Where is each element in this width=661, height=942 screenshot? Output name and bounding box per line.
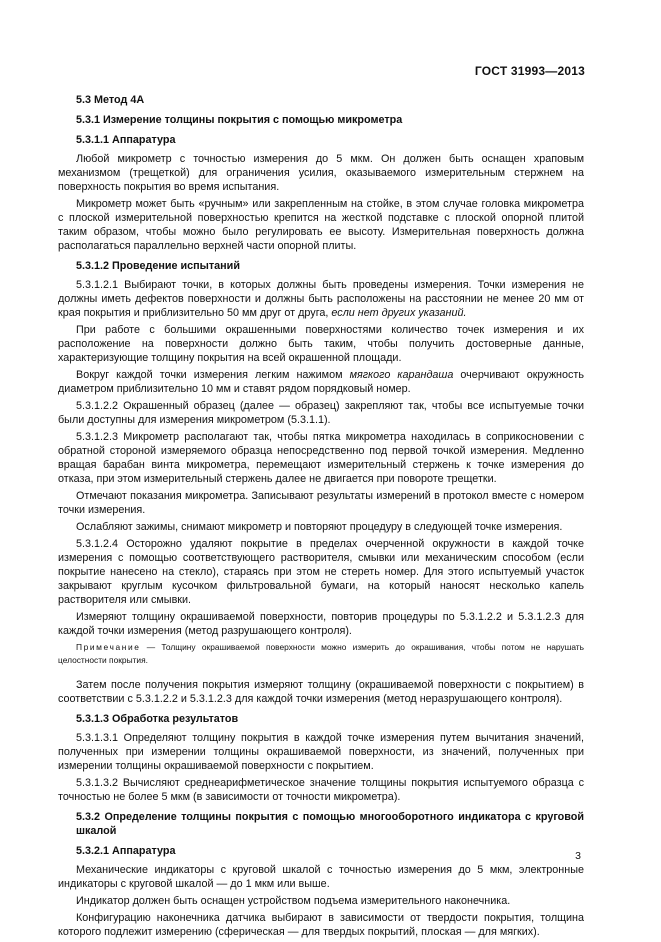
note-label: Примечание [76,642,141,652]
document-body [58,93,584,942]
paragraph-text: Вокруг каждой точки измерения легким нажимом [76,369,350,381]
paragraph-text: 5.3.1.2.1 Выбирают точки, в которых должны быть проведены измерения. Точки измерения не должны иметь дефектов поверхности и должны быть расположены на расстоянии не менее 20 мм от края покрытия и приблизительно 50 мм друг от друга, [58,279,584,319]
paragraph: 5.3.1.2.3 Микрометр располагают так, чтобы пятка микрометра находилась в соприкосновении с обратной стороной измеряемого образца непосредственно под первой точкой измерения. Медленно вращая барабан винта микрометра, перемещают измерительный стержень к точке измерения до отказа, при этом измерительный стержень далее не двигается при повороте трещетки. [58,431,584,485]
paragraph: Ослабляют зажимы, снимают микрометр и повторяют процедуру в следующей точке измерения. [76,521,563,533]
section-heading-5-3-1-2: 5.3.1.2 Проведение испытаний [76,260,240,272]
italic-text: мягкого карандаша [349,369,454,381]
section-heading-5-3-1-1: 5.3.1.1 Аппаратура [76,134,176,146]
paragraph [58,368,584,396]
paragraph: Индикатор должен быть оснащен устройством подъема измерительного наконечника. [76,895,511,907]
italic-text: если нет других указаний. [328,307,467,319]
paragraph: 5.3.1.2.4 Осторожно удаляют покрытие в пределах очерченной окружности в каждой точке измерения с помощью соответствующего растворителя, смывки или механическим способом (если покрытие нанесено на стекло), стараясь при этом не стереть номер. Для этого испытуемый участок закрывают круглым кусочком фильтровальной бумаги, на который наносят несколько капель растворителя или смывки. [58,538,584,606]
page-number: 3 [575,850,581,862]
section-heading-5-3: 5.3 Метод 4А [76,94,145,106]
paragraph-text: очерчивают окружность диаметром приблизительно 10 мм и ставят рядом порядковый номер. [58,369,584,395]
section-heading-5-3-2: 5.3.2 Определение толщины покрытия с помощью многооборотного индикатора с круговой шкалой [76,811,584,837]
paragraph: 5.3.1.2.2 Окрашенный образец (далее — образец) закрепляют так, чтобы все испытуемые точки были доступны для измерения микрометром (5.3.1.1). [58,400,584,426]
paragraph [58,278,584,320]
note-text: — Толщину окрашиваемой поверхности можно измерить до окрашивания, чтобы потом не нарушать целостности покрытия. [58,642,584,665]
paragraph: Измеряют толщину окрашиваемой поверхности, повторив процедуры по 5.3.1.2.2 и 5.3.1.2.3 для каждой точки измерения (метод разрушающего контроля). [58,611,584,637]
paragraph: 5.3.1.3.2 Вычисляют среднеарифметическое значение толщины покрытия испытуемого образца с точностью не более 5 мкм (в зависимости от точности микрометра). [58,777,584,803]
section-heading-5-3-1: 5.3.1 Измерение толщины покрытия с помощью микрометра [76,114,403,126]
paragraph: Затем после получения покрытия измеряют толщину (окрашиваемой поверхности с покрытием) в соответствии с 5.3.1.2.2 и 5.3.1.2.3 для каждой точки измерения (метод неразрушающего контроля). [58,679,584,705]
paragraph: При работе с большими окрашенными поверхностями количество точек измерения и их расположение на поверхности должно быть таким, чтобы получить достоверные данные, характеризующие толщину покрытия на всей окрашенной площади. [58,324,584,364]
section-heading-5-3-1-3: 5.3.1.3 Обработка результатов [76,713,239,725]
paragraph: Любой микрометр с точностью измерения до 5 мкм. Он должен быть оснащен храповым механизмом (трещеткой) для ограничения усилия, оказываемого измерительным стержнем на поверхность покрытия во время испытания. [58,153,584,193]
paragraph: Отмечают показания микрометра. Записывают результаты измерений в протокол вместе с номером точки измерения. [58,490,584,516]
paragraph: Микрометр может быть «ручным» или закрепленным на стойке, в этом случае головка микрометра с плоской измерительной поверхностью крепится на жесткой подставке с плоской опорной плитой таким образом, чтобы можно было регулировать ее высоту. Измерительная поверхность должна располагаться параллельно верхней части опорной плиты. [58,198,584,252]
note [58,641,584,667]
paragraph: 5.3.1.3.1 Определяют толщину покрытия в каждой точке измерения путем вычитания значений, полученных при измерении толщины окрашиваемой поверхности, из значений, полученных при измерении толщины окрашиваемой поверхности с покрытием. [58,732,584,772]
document-code: ГОСТ 31993—2013 [474,64,585,78]
paragraph: Конфигурацию наконечника датчика выбирают в зависимости от твердости покрытия, толщина которого подлежит измерению (сферическая — для твердых покрытий, плоская — для мягких). [58,912,584,938]
section-heading-5-3-2-1: 5.3.2.1 Аппаратура [76,845,176,857]
paragraph: Механические индикаторы с круговой шкалой с точностью измерения до 5 мкм, электронные индикаторы с круговой шкалой — до 1 мкм или выше. [58,864,584,890]
